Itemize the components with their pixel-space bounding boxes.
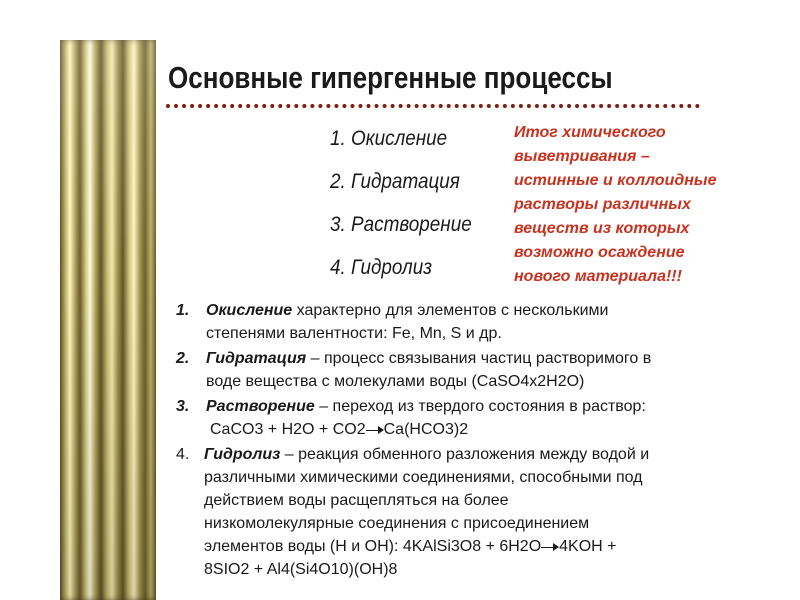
dissolution-equation	[206, 418, 786, 441]
process-item-hydrolysis: 4. Гидролиз	[330, 256, 432, 279]
reaction-arrow-icon	[541, 542, 559, 552]
detail-term: Гидратация	[206, 350, 307, 367]
detail-text: степенями валентности: Fe, Mn, S и др.	[206, 325, 502, 342]
detail-text: низкомолекулярные соединения с присоединением	[204, 515, 590, 532]
detail-text: – процесс связывания частиц растворимого в	[306, 350, 652, 367]
detail-number: 3.	[176, 398, 190, 415]
detail-text: 4KOH +	[559, 538, 617, 555]
detail-text: различными химическими соединениями, способными под	[204, 469, 643, 486]
detail-text: воде вещества с молекулами воды (CaSO4x2H2O)	[206, 373, 585, 390]
detail-text: 8SIO2 + Al4(Si4O10)(OH)8	[204, 561, 398, 578]
detail-text: – переход из твердого состояния в раствор:	[314, 398, 646, 415]
detail-number: 4.	[176, 446, 190, 463]
detail-number: 1.	[176, 302, 190, 319]
equation-products: Ca(HCO3)2	[383, 421, 469, 438]
process-item-dissolution: 3. Растворение	[330, 213, 472, 236]
detail-term: Гидролиз	[204, 446, 281, 463]
reaction-arrow-icon	[366, 425, 384, 435]
process-item-hydration: 2. Гидратация	[330, 170, 460, 193]
title-dotted-underline	[166, 104, 700, 108]
detail-number: 2.	[176, 350, 190, 367]
weathering-summary-note: Итог химического выветривания – истинные и коллоидные растворы различных веществ из которых возможно осаждение нового материала!!!	[514, 124, 717, 285]
process-item-oxidation: 1. Окисление	[330, 127, 448, 150]
detail-term: Растворение	[206, 398, 315, 415]
detail-text: действием воды расщепляться на более	[204, 492, 509, 509]
equation-reactants: CaCO3 + H2O + CO2	[210, 421, 366, 438]
detail-text: характерно для элементов с несколькими	[292, 302, 609, 319]
slide-title: Основные гипергенные процессы	[168, 60, 613, 95]
decorative-gold-column	[60, 40, 156, 600]
detail-term: Окисление	[206, 302, 293, 319]
detail-text: элементов воды (H и OH): 4KAlSi3O8 + 6H2O	[204, 538, 542, 555]
detail-text: – реакция обменного разложения между водой и	[280, 446, 650, 463]
